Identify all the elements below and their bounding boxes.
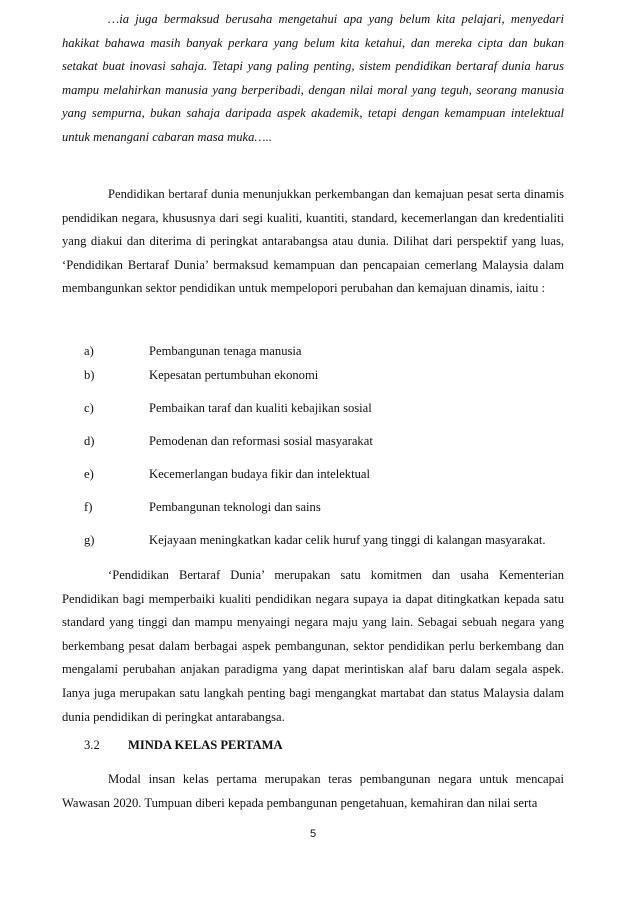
section-heading	[84, 734, 283, 758]
paragraph-intro: Pendidikan bertaraf dunia menunjukkan perkembangan dan kemajuan pesat serta dinamis pendidikan negara, khususnya dari segi kualiti, kuantiti, standard, kecemerlangan dan kredentialiti yang diakui dan diterima di peringkat antarabangsa atau dunia. Dilihat dari perspektif yang luas, ‘Pendidikan Bertaraf Dunia’ bermaksud kemampuan dan pencapaian cemerlang Malaysia dalam membangunkan sektor pendidikan untuk mempelopori perubahan dan kemajuan dinamis, iaitu :	[62, 187, 564, 296]
list-marker: g)	[84, 533, 95, 547]
list-text: Pembangunan teknologi dan sains	[149, 500, 321, 514]
list-text: Pembangunan tenaga manusia	[149, 344, 302, 358]
document-page	[62, 0, 564, 903]
list-marker: b)	[84, 368, 95, 382]
list-marker: e)	[84, 467, 94, 481]
page-number: 5	[309, 828, 317, 840]
section-number: 3.2	[84, 738, 100, 752]
list-text: Pemodenan dan reformasi sosial masyarakat	[149, 434, 373, 448]
quote-paragraph: …ia juga bermaksud berusaha mengetahui apa yang belum kita pelajari, menyedari hakikat bahawa masih banyak perkara yang belum kita ketahui, dan mereka cipta dan bukan setakat buat inovasi sahaja. Tetapi yang paling penting, sistem pendidikan bertaraf dunia harus mampu melahirkan manusia yang berperibadi, dengan nilai moral yang teguh, seorang manusia yang sempurna, bukan sahaja daripada aspek akademik, tetapi dengan kemampuan intelektual untuk menangani cabaran masa muka…..	[62, 12, 564, 144]
list-text: Kecemerlangan budaya fikir dan intelektual	[149, 467, 370, 481]
list-marker: f)	[84, 500, 93, 514]
paragraph-commitment: ‘Pendidikan Bertaraf Dunia’ merupakan satu komitmen dan usaha Kementerian Pendidikan bagi memperbaiki kualiti pendidikan negara supaya ia dapat ditingkatkan kepada satu standard yang tinggi dan mampu menyaingi negara maju yang lain. Sebagai sebuah negara yang berkembang pesat dalam berbagai aspek pembangunan, sektor pendidikan perlu berkembang dan mengalami perubahan anjakan paradigma yang dapat merintiskan alaf baru dalam segala aspek. Ianya juga merupakan satu langkah penting bagi mengangkat martabat dan status Malaysia dalam dunia pendidikan di peringkat antarabangsa.	[62, 568, 564, 724]
list-marker: d)	[84, 434, 95, 448]
list-marker: c)	[84, 401, 94, 415]
list-text: Pembaikan taraf dan kualiti kebajikan sosial	[149, 401, 372, 415]
paragraph-human-capital: Modal insan kelas pertama merupakan teras pembangunan negara untuk mencapai Wawasan 2020. Tumpuan diberi kepada pembangunan pengetahuan, kemahiran dan nilai serta	[62, 772, 564, 810]
list-text: Kepesatan pertumbuhan ekonomi	[149, 368, 319, 382]
list-text: Kejayaan meningkatkan kadar celik huruf yang tinggi di kalangan masyarakat.	[149, 533, 546, 547]
list-marker: a)	[84, 344, 94, 358]
section-title: MINDA KELAS PERTAMA	[128, 738, 283, 752]
